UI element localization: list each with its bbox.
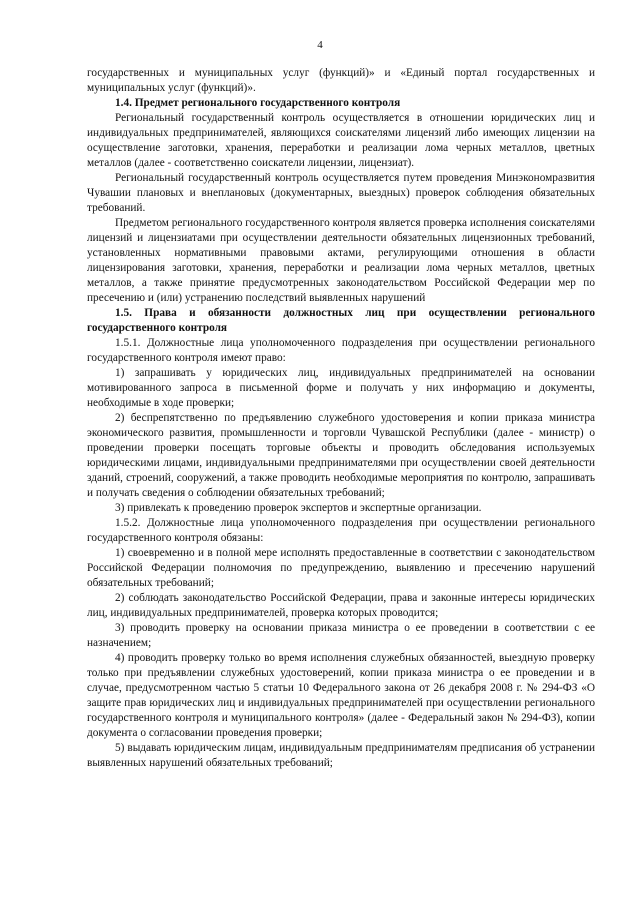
list-item: 5) выдавать юридическим лицам, индивидуальным предпринимателям предписания об устранении выявленных нарушений обязательных требований; [87,742,595,769]
paragraph: государственных и муниципальных услуг (функций)» и «Единый портал государственных и муниципальных услуг (функций)». [87,67,595,94]
list-item: 2) соблюдать законодательство Российской Федерации, права и законные интересы юридических лиц, индивидуальных предпринимателей, проверка которых проводится; [87,592,595,619]
list-item: 1) своевременно и в полной мере исполнять предоставленные в соответствии с законодательством Российской Федерации полномочия по предупреждению, выявлению и пресечению нарушений обязательных требований; [87,547,595,589]
page-number: 4 [317,39,323,51]
paragraph: Предметом регионального государственного контроля является проверка исполнения соискателями лицензий и лицензиатами при осуществлении деятельности обязательных лицензионных требований, установленных нормативными правовыми актами, регулирующими отношения в области лицензирования заготовки, хранения, переработки и реализации лома черных металлов, цветных металлов, а также принятие предусмотренных законодательством Российской Федерации мер по пресечению и (или) устранению последствий выявленных нарушений [87,217,595,304]
section-heading-1-4: 1.4. Предмет регионального государственного контроля [115,97,401,109]
paragraph: 1.5.1. Должностные лица уполномоченного подразделения при осуществлении регионального государственного контроля имеют право: [87,337,595,364]
list-item: 3) проводить проверку на основании приказа министра о ее проведении в соответствии с ее назначением; [87,622,595,649]
paragraph: Региональный государственный контроль осуществляется в отношении юридических лиц и индивидуальных предпринимателей, являющихся соискателями лицензий либо имеющих лицензии на осуществление заготовки, хранения, переработки и реализации лома черных металлов, цветных металлов (далее - соответственно соискатели лицензии, лицензиат). [87,112,595,169]
list-item: 4) проводить проверку только во время исполнения служебных обязанностей, выездную проверку только при предъявлении служебных удостоверений, копии приказа министра о ее проведении и в случае, предусмотренном частью 5 статьи 10 Федерального закона от 26 декабря 2008 г. № 294-ФЗ «О защите прав юридических лиц и индивидуальных предпринимателей при осуществлении регионального государственного контроля и муниципального контроля» (далее - Федеральный закон № 294-ФЗ), копии документа о согласовании проведения проверки; [87,652,595,739]
list-item: 3) привлекать к проведению проверок экспертов и экспертные организации. [115,502,482,514]
list-item: 1) запрашивать у юридических лиц, индивидуальных предпринимателей на основании мотивированного запроса в письменной форме и получать у них информацию и документы, необходимые в ходе проверки; [87,367,595,409]
document-body [87,66,595,771]
paragraph: 1.5.2. Должностные лица уполномоченного подразделения при осуществлении регионального государственного контроля обязаны: [87,517,595,544]
section-heading-1-5: 1.5. Права и обязанности должностных лиц при осуществлении регионального государственного контроля [87,307,595,334]
list-item: 2) беспрепятственно по предъявлению служебного удостоверения и копии приказа министра экономического развития, промышленности и торговли Чувашской Республики (далее - министр) о проведении проверки посещать торговые объекты и проводить обследования используемых юридическими лицами, индивидуальными предпринимателями при осуществлении своей деятельности зданий, строений, сооружений, а также проводить необходимые мероприятия по контролю, запрашивать и получать сведения о соблюдении обязательных требований; [87,412,595,499]
paragraph: Региональный государственный контроль осуществляется путем проведения Минэкономразвития Чувашии плановых и внеплановых (документарных, выездных) проверок соблюдения обязательных требований. [87,172,595,214]
